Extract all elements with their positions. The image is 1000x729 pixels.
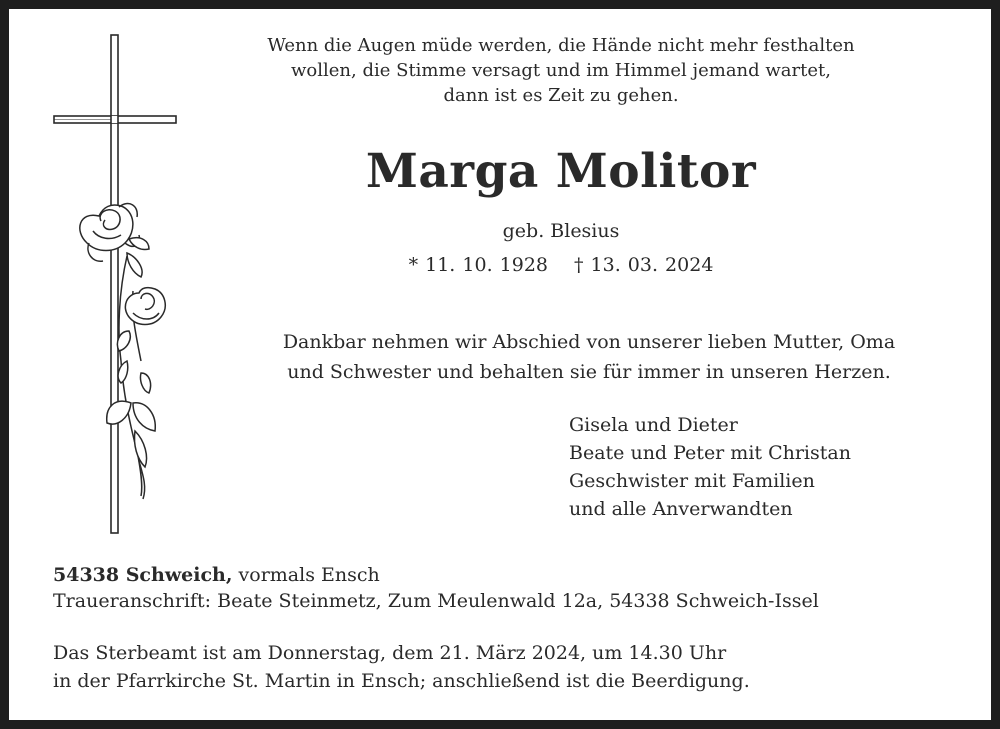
birth-date: * 11. 10. 1928 bbox=[408, 254, 548, 276]
mourner-entry: Beate und Peter mit Christan bbox=[569, 442, 851, 464]
mourner-entry: Geschwister mit Familien bbox=[569, 470, 815, 492]
maiden-name: geb. Blesius bbox=[502, 220, 620, 242]
motto-line: wollen, die Stimme versagt und im Himmel jemand wartet, bbox=[291, 60, 831, 81]
mourner-entry: Gisela und Dieter bbox=[569, 414, 738, 436]
deceased-name: Marga Molitor bbox=[365, 144, 757, 199]
cross-with-roses-icon bbox=[49, 31, 189, 541]
service-line: Das Sterbeamt ist am Donnerstag, dem 21. März 2024, um 14.30 Uhr bbox=[53, 642, 727, 664]
place-line bbox=[53, 562, 819, 588]
thanks-text bbox=[209, 327, 969, 387]
service-info bbox=[53, 639, 750, 695]
address-block bbox=[53, 562, 819, 614]
motto-verse bbox=[241, 33, 881, 108]
life-dates bbox=[241, 254, 881, 276]
motto-line: Wenn die Augen müde werden, die Hände nicht mehr festhalten bbox=[267, 35, 855, 56]
mourning-address: Traueranschrift: Beate Steinmetz, Zum Meulenwald 12a, 54338 Schweich-Issel bbox=[53, 590, 819, 612]
place-bold: 54338 Schweich, bbox=[53, 564, 233, 586]
thanks-line: Dankbar nehmen wir Abschied von unserer lieben Mutter, Oma bbox=[282, 331, 896, 353]
place-rest: vormals Ensch bbox=[232, 564, 380, 586]
motto-line: dann ist es Zeit zu gehen. bbox=[443, 85, 679, 106]
service-line: in der Pfarrkirche St. Martin in Ensch; anschließend ist die Beerdigung. bbox=[53, 670, 750, 692]
mourners-list bbox=[569, 411, 851, 523]
thanks-line: und Schwester und behalten sie für immer in unseren Herzen. bbox=[287, 361, 891, 383]
obituary-notice bbox=[9, 9, 991, 720]
mourner-entry: und alle Anverwandten bbox=[569, 498, 793, 520]
death-date: † 13. 03. 2024 bbox=[574, 254, 714, 276]
